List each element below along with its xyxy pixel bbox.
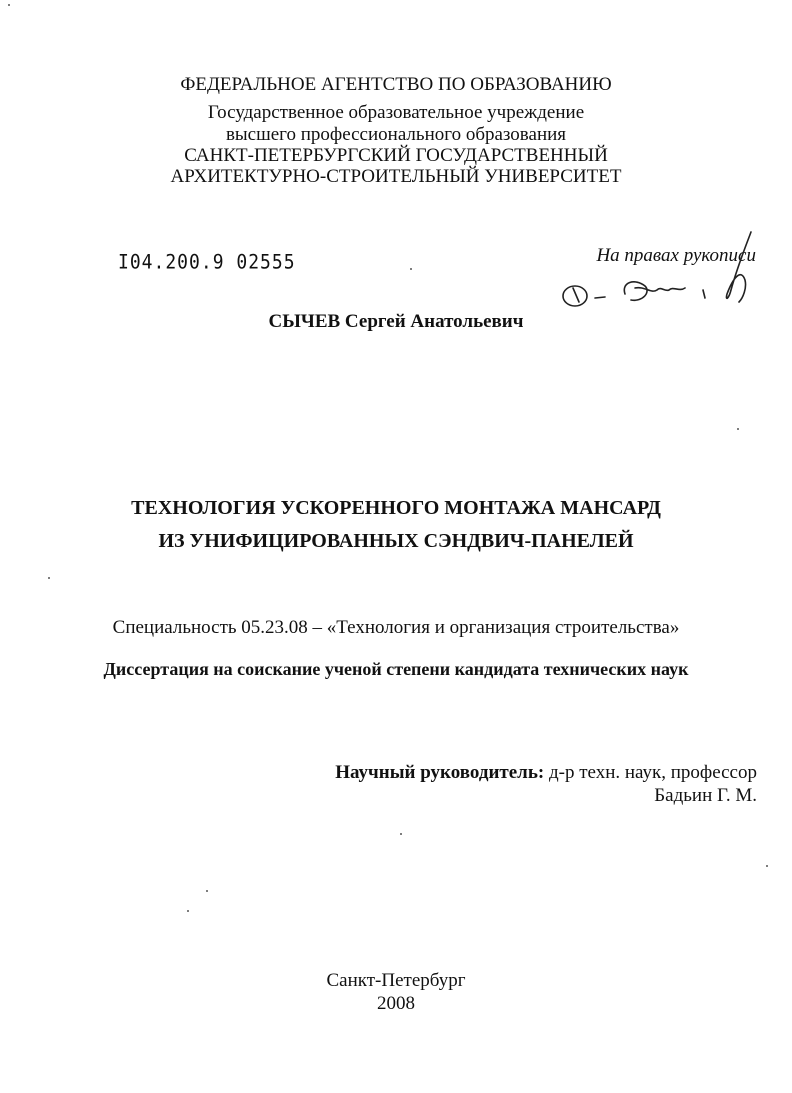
city: Санкт-Петербург [326,970,466,991]
scan-speck [766,865,768,867]
dissertation-degree: Диссертация на соискание ученой степени кандидата технических наук [103,659,689,679]
scan-speck [410,268,412,270]
institution-line-1: Государственное образовательное учреждение [207,102,585,123]
manuscript-rights-note: На правах рукописи [596,245,756,266]
university-line-1: САНКТ-ПЕТЕРБУРГСКИЙ ГОСУДАРСТВЕННЫЙ [184,145,608,166]
dissertation-title-line-1: ТЕХНОЛОГИЯ УСКОРЕННОГО МОНТАЖА МАНСАРД [131,497,661,519]
supervisor-degree: д-р техн. наук, профессор [548,762,757,783]
year: 2008 [377,993,415,1014]
university-line-2: АРХИТЕКТУРНО-СТРОИТЕЛЬНЫЙ УНИВЕРСИТЕТ [170,166,622,187]
agency-name: ФЕДЕРАЛЬНОЕ АГЕНТСТВО ПО ОБРАЗОВАНИЮ [180,74,612,95]
specialty: Специальность 05.23.08 – «Технология и организация строительства» [112,617,680,638]
scan-speck [206,890,208,892]
scan-speck [8,4,10,6]
author-name: СЫЧЕВ Сергей Анатольевич [268,311,524,332]
dissertation-title-line-2: ИЗ УНИФИЦИРОВАННЫХ СЭНДВИЧ-ПАНЕЛЕЙ [158,530,634,552]
supervisor-name: Бадьин Г. М. [654,785,757,806]
scan-speck [187,910,189,912]
handwritten-signature-icon [555,228,755,318]
scan-speck [737,428,739,430]
supervisor-label: Научный руководитель: [335,762,545,783]
scan-speck [400,833,402,835]
scan-speck [48,577,50,579]
institution-line-2: высшего профессионального образования [225,124,567,145]
registry-stamp: І04.200.9 02555 [118,251,296,274]
supervisor-line [335,762,757,784]
